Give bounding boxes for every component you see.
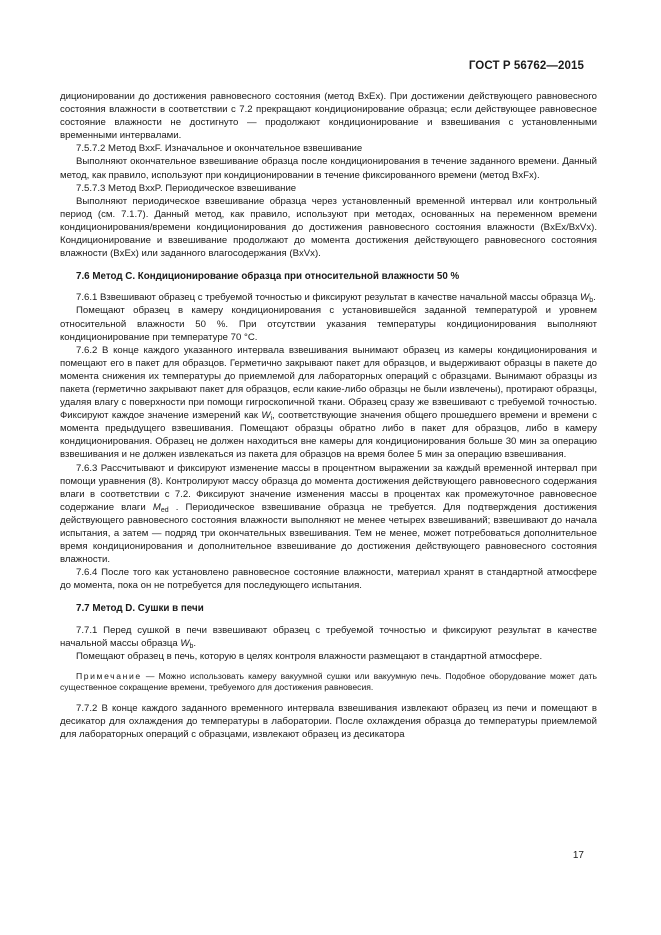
clause-7-7-1-continued: Помещают образец в печь, которую в целях контроля влажности размещают в стандартной атмосфере.: [76, 650, 543, 662]
clause-7-6-4: 7.6.4 После того как установлено равновесное состояние влажности, материал хранят в стандартной атмосфере до момента, пока он не потребуется для последующего испытания.: [60, 567, 597, 592]
variable: M: [152, 501, 161, 513]
variable: W: [180, 637, 190, 649]
variable: W: [580, 292, 590, 304]
variable: W: [261, 410, 271, 422]
clause-7-6-2: [60, 344, 597, 462]
clause-7-5-7-3-heading: 7.5.7.3 Метод BxxP. Периодическое взвешивание: [76, 182, 297, 194]
clause-text: , соответствующие значения общего прошедшего времени и времени с момента предыдущего взвешивания. Помещают образцы обратно либо в пакет для образцов, либо в камеру кондиционирования. Образец не должен находиться вне камеры для кондиционирования больше 30 мин за операцию взвешивания и не должен извлекаться из пакета для образцов на время более 5 мин за операцию взвешивания.: [60, 410, 597, 461]
subscript: b: [589, 297, 594, 305]
standard-header: ГОСТ Р 56762—2015: [468, 60, 584, 72]
note: [60, 671, 597, 694]
section-7-6-title: 7.6 Метод С. Кондиционирование образца при относительной влажности 50 %: [76, 271, 460, 283]
paragraph-continuation: диционировании до достижения равновесного состояния (метод BxEx). При достижении действующего равновесного состояния влажности в соответствии с 7.2 прекращают кондиционирование образца; если действующее равновесное состояние влажности не достигнуто — продолжают кондиционирование и взвешивания с установленными временными интервалами.: [60, 91, 597, 142]
document-body: [60, 90, 597, 741]
clause-7-5-7-2-heading: 7.5.7.2 Метод BxxF. Изначальное и окончательное взвешивание: [76, 143, 363, 155]
clause-7-5-7-3-text: Выполняют периодическое взвешивание образца через установленный временной интервал или контрольный период (см. 7.1.7). Данный метод, как правило, используют при методах, основанных на переменном времени кондиционирования/времени кондиционирования до достижения равновесного состояния влажности (BxEx/BxVx). Кондиционирование и взвешивание продолжают до момента достижения действующего равновесного состояния влажности (BxEx) или заданного влагосодержания (BxVx).: [60, 195, 597, 260]
subscript: ed: [160, 506, 169, 514]
clause-7-6-1: [60, 291, 597, 304]
page-number: 17: [572, 850, 584, 861]
subscript: i: [270, 415, 273, 423]
clause-text: 7.6.2 В конце каждого указанного интервала взвешивания вынимают образец из камеры кондиционирования и помещают его в пакет для образцов. Герметично закрывают пакет для образцов, и выдерживают образцы в пакете до момента снижения их температуры до приемлемой для лабораторных операций с образцами. Вынимают образцы из пакета (герметично закрывают пакет для образцов, если какие-либо образцы не были извлечены), протирают образцы, удаляя влагу с поверхности при помощи гигроскопичной ткани. Образец сразу же взвешивают с требуемой точностью. Фиксируют каждое значение измерений как: [60, 344, 597, 422]
subscript: b: [189, 642, 194, 650]
clause-text: 7.7.1 Перед сушкой в печи взвешивают образец с требуемой точностью и фиксируют результат в качестве начальной массы образца: [60, 624, 597, 649]
clause-7-7-2: 7.7.2 В конце каждого заданного временного интервала взвешивания извлекают образец из печи и помещают в десикатор для охлаждения до температуры в лаборатории. После охлаждения образца до температуры приемлемой для лабораторных операций с образцами, извлекают образец из десикатора: [60, 703, 597, 741]
clause-7-7-1: [60, 624, 597, 650]
clause-7-6-1-continued: Помещают образец в камеру кондиционирования с установившейся заданной температурой и уровнем относительной влажности 50 %. При отсутствии указания температуры кондиционирования выполняют кондиционирование при температуре 70 °С.: [60, 305, 597, 343]
clause-text: 7.6.1 Взвешивают образец с требуемой точностью и фиксируют результат в качестве начальной массы образца: [76, 292, 581, 304]
clause-text: .: [593, 292, 596, 304]
clause-7-6-3: [60, 462, 597, 567]
clause-7-5-7-2-text: Выполняют окончательное взвешивание образца после кондиционирования в течение заданного времени. Данный метод, как правило, используют при кондиционировании в течение фиксированного времени (метод BxFx).: [60, 156, 597, 181]
note-text: — Можно использовать камеру вакуумной сушки или вакуумную печь. Подобное оборудование может дать существенное сокращение времени, требуемого для достижения равновесия.: [60, 670, 597, 693]
note-label: Примечание: [76, 670, 142, 681]
clause-text: 7.6.3 Рассчитывают и фиксируют изменение массы в процентном выражении за каждый временной интервал при помощи уравнения (8). Контролируют массу образца до момента достижения действующего равновесного содержания влаги в соответствии с 7.2. Фиксируют значение изменения массы в процентах как промежуточное равновесное содержание влаги: [60, 462, 597, 513]
clause-text: .: [193, 637, 197, 649]
section-7-7-title: 7.7 Метод D. Сушки в печи: [76, 603, 204, 615]
clause-text: . Периодическое взвешивание образца не требуется. Для подтверждения достижения действующего равновесного состояния влажности выполняют не менее четырех взвешиваний; взвешивают до начала испытания, а затем — подряд три окончательных взвешивания. Тем не менее, может потребоваться дополнительное время кондиционирования и дополнительное взвешивание до достижения действующего равновесного состояния влажности.: [60, 501, 598, 566]
